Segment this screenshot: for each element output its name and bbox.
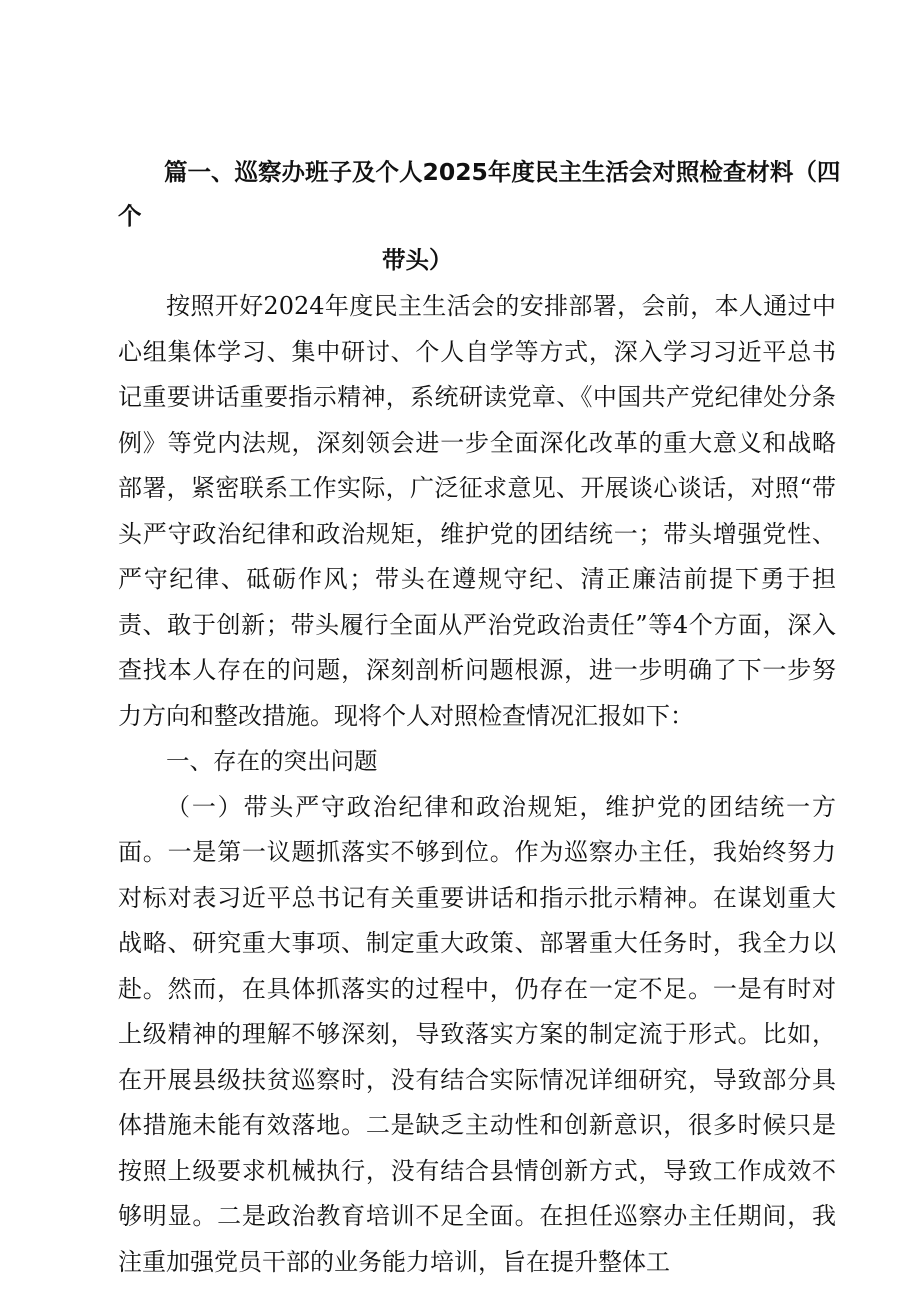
title-line-1: 篇一、巡察办班子及个人2025年度民主生活会对照检查材料（四个 — [118, 158, 841, 230]
intro-paragraph: 按照开好2024年度民主生活会的安排部署，会前，本人通过中心组集体学习、集中研讨、个人自学等方式，深入学习习近平总书记重要讲话重要指示精神，系统研读党章、《中国共产党纪律处分条例》等党内法规，深刻领会进一步全面深化改革的重大意义和战略部署，紧密联系工作实际，广泛征求意见、开展谈心谈话，对照“带头严守政治纪律和政治规矩，维护党的团结统一；带头增强党性、严守纪律、砥砺作风；带头在遵规守纪、清正廉洁前提下勇于担责、敢于创新；带头履行全面从严治党政治责任”等4个方面，深入查找本人存在的问题，深刻剖析问题根源，进一步明确了下一步努力方向和整改措施。现将个人对照检查情况汇报如下： — [118, 292, 836, 730]
section-paragraph: （一）带头严守政治纪律和政治规矩，维护党的团结统一方面。一是第一议题抓落实不够到位。作为巡察办主任，我始终努力对标对表习近平总书记有关重要讲话和指示批示精神。在谋划重大战略、研究重大事项、制定重大政策、部署重大任务时，我全力以赴。然而，在具体抓落实的过程中，仍存在一定不足。一是有时对上级精神的理解不够深刻，导致落实方案的制定流于形式。比如，在开展县级扶贫巡察时，没有结合实际情况详细研究，导致部分具体措施未能有效落地。二是缺乏主动性和创新意识，很多时候只是按照上级要求机械执行，没有结合县情创新方式，导致工作成效不够明显。二是政治教育培训不足全面。在担任巡察办主任期间，我注重加强党员干部的业务能力培训，旨在提升整体工 — [118, 792, 836, 1276]
document-body — [118, 284, 836, 1285]
title-line-2: 带头） — [382, 246, 453, 274]
document-title — [118, 150, 848, 282]
section-heading: 一、存在的突出问题 — [166, 747, 378, 775]
